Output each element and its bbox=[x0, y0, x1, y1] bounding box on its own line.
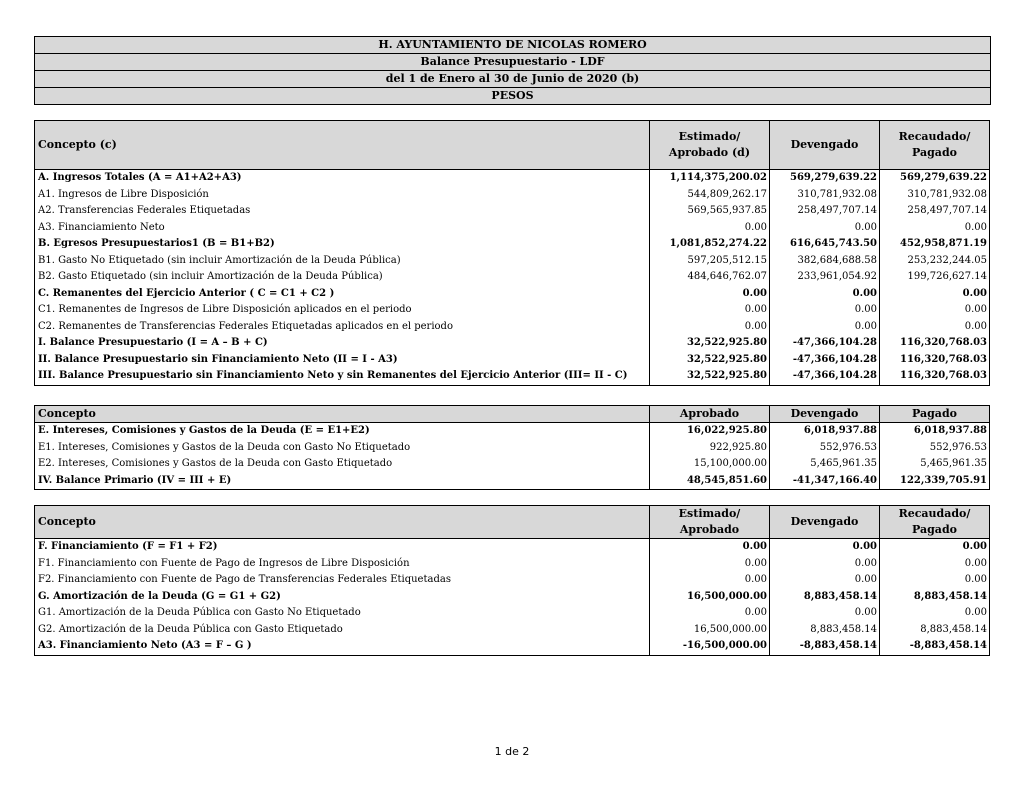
column-header-estimated: Estimado/ Aprobado bbox=[650, 506, 770, 539]
row-value-accrued: 0.00 bbox=[770, 302, 880, 319]
table-row bbox=[35, 605, 990, 622]
table-row bbox=[35, 203, 990, 220]
row-value-accrued: 0.00 bbox=[770, 556, 880, 573]
table-row bbox=[35, 187, 990, 204]
row-concept: G1. Amortización de la Deuda Pública con Gasto No Etiquetado bbox=[35, 605, 650, 622]
row-concept: A3. Financiamiento Neto bbox=[35, 220, 650, 237]
row-concept: A1. Ingresos de Libre Disposición bbox=[35, 187, 650, 204]
row-value-paid: 552,976.53 bbox=[880, 440, 990, 457]
row-value-paid: 258,497,707.14 bbox=[880, 203, 990, 220]
report-title: Balance Presupuestario - LDF bbox=[35, 54, 990, 71]
row-value-accrued: -47,366,104.28 bbox=[770, 352, 880, 369]
row-value-accrued: 616,645,743.50 bbox=[770, 236, 880, 253]
table-row bbox=[35, 368, 990, 385]
row-concept: III. Balance Presupuestario sin Financiamiento Neto y sin Remanentes del Ejercicio Anterior (III= II - C) bbox=[35, 368, 650, 385]
row-value-accrued: 5,465,961.35 bbox=[770, 456, 880, 473]
row-concept: E2. Intereses, Comisiones y Gastos de la Deuda con Gasto Etiquetado bbox=[35, 456, 650, 473]
table-row bbox=[35, 352, 990, 369]
financing-table bbox=[34, 505, 990, 656]
table-row bbox=[35, 220, 990, 237]
row-value-estimated: 32,522,925.80 bbox=[650, 352, 770, 369]
row-value-accrued: 552,976.53 bbox=[770, 440, 880, 457]
row-concept: C1. Remanentes de Ingresos de Libre Disposición aplicados en el periodo bbox=[35, 302, 650, 319]
row-value-accrued: 8,883,458.14 bbox=[770, 622, 880, 639]
row-value-accrued: 0.00 bbox=[770, 539, 880, 556]
row-value-estimated: 0.00 bbox=[650, 319, 770, 336]
table-row bbox=[35, 539, 990, 556]
row-value-paid: 116,320,768.03 bbox=[880, 335, 990, 352]
row-value-estimated: -16,500,000.00 bbox=[650, 638, 770, 655]
table-row bbox=[35, 622, 990, 639]
column-header-concept: Concepto (c) bbox=[35, 121, 650, 170]
row-concept: E. Intereses, Comisiones y Gastos de la Deuda (E = E1+E2) bbox=[35, 423, 650, 440]
row-value-paid: 116,320,768.03 bbox=[880, 368, 990, 385]
row-value-estimated: 0.00 bbox=[650, 220, 770, 237]
column-header-estimated: Estimado/ Aprobado (d) bbox=[650, 121, 770, 170]
row-value-estimated: 16,500,000.00 bbox=[650, 622, 770, 639]
table-row bbox=[35, 319, 990, 336]
page-number: 1 de 2 bbox=[494, 745, 530, 758]
row-value-paid: 452,958,871.19 bbox=[880, 236, 990, 253]
table-row bbox=[35, 572, 990, 589]
row-value-estimated: 1,081,852,274.22 bbox=[650, 236, 770, 253]
row-value-paid: 310,781,932.08 bbox=[880, 187, 990, 204]
row-value-accrued: 310,781,932.08 bbox=[770, 187, 880, 204]
table-row bbox=[35, 473, 990, 490]
row-value-estimated: 0.00 bbox=[650, 605, 770, 622]
table-row bbox=[35, 302, 990, 319]
row-value-paid: 8,883,458.14 bbox=[880, 589, 990, 606]
row-value-paid: 122,339,705.91 bbox=[880, 473, 990, 490]
row-concept: B1. Gasto No Etiquetado (sin incluir Amortización de la Deuda Pública) bbox=[35, 253, 650, 270]
column-header-paid: Pagado bbox=[880, 406, 990, 423]
row-value-paid: 8,883,458.14 bbox=[880, 622, 990, 639]
row-value-estimated: 597,205,512.15 bbox=[650, 253, 770, 270]
column-header-accrued: Devengado bbox=[770, 506, 880, 539]
row-value-paid: 116,320,768.03 bbox=[880, 352, 990, 369]
row-concept: F2. Financiamiento con Fuente de Pago de Transferencias Federales Etiquetadas bbox=[35, 572, 650, 589]
column-header-concept: Concepto bbox=[35, 406, 650, 423]
row-concept: B. Egresos Presupuestarios1 (B = B1+B2) bbox=[35, 236, 650, 253]
report-period: del 1 de Enero al 30 de Junio de 2020 (b) bbox=[35, 71, 990, 88]
table-row bbox=[35, 556, 990, 573]
table-row bbox=[35, 236, 990, 253]
row-value-accrued: 8,883,458.14 bbox=[770, 589, 880, 606]
row-value-accrued: -47,366,104.28 bbox=[770, 368, 880, 385]
row-concept: II. Balance Presupuestario sin Financiamiento Neto (II = I - A3) bbox=[35, 352, 650, 369]
row-value-estimated: 32,522,925.80 bbox=[650, 368, 770, 385]
row-concept: I. Balance Presupuestario (I = A – B + C) bbox=[35, 335, 650, 352]
report-header bbox=[34, 36, 991, 105]
row-concept: B2. Gasto Etiquetado (sin incluir Amortización de la Deuda Pública) bbox=[35, 269, 650, 286]
row-value-estimated: 1,114,375,200.02 bbox=[650, 170, 770, 187]
row-value-paid: 0.00 bbox=[880, 220, 990, 237]
row-value-estimated: 15,100,000.00 bbox=[650, 456, 770, 473]
row-concept: A2. Transferencias Federales Etiquetadas bbox=[35, 203, 650, 220]
table-row bbox=[35, 456, 990, 473]
row-concept: A3. Financiamiento Neto (A3 = F – G ) bbox=[35, 638, 650, 655]
row-value-paid: 0.00 bbox=[880, 286, 990, 303]
row-concept: C2. Remanentes de Transferencias Federales Etiquetadas aplicados en el periodo bbox=[35, 319, 650, 336]
row-value-accrued: 0.00 bbox=[770, 605, 880, 622]
row-value-paid: 0.00 bbox=[880, 319, 990, 336]
row-value-accrued: 233,961,054.92 bbox=[770, 269, 880, 286]
row-value-paid: 5,465,961.35 bbox=[880, 456, 990, 473]
row-value-paid: 0.00 bbox=[880, 572, 990, 589]
row-concept: A. Ingresos Totales (A = A1+A2+A3) bbox=[35, 170, 650, 187]
column-header-collected: Recaudado/ Pagado bbox=[880, 121, 990, 170]
row-value-paid: 199,726,627.14 bbox=[880, 269, 990, 286]
column-header-approved: Aprobado bbox=[650, 406, 770, 423]
row-value-accrued: -8,883,458.14 bbox=[770, 638, 880, 655]
row-value-accrued: 382,684,688.58 bbox=[770, 253, 880, 270]
row-value-paid: 253,232,244.05 bbox=[880, 253, 990, 270]
row-value-accrued: 569,279,639.22 bbox=[770, 170, 880, 187]
table-row bbox=[35, 335, 990, 352]
row-value-estimated: 569,565,937.85 bbox=[650, 203, 770, 220]
entity-title: H. AYUNTAMIENTO DE NICOLAS ROMERO bbox=[35, 37, 990, 54]
row-value-paid: 6,018,937.88 bbox=[880, 423, 990, 440]
row-concept: C. Remanentes del Ejercicio Anterior ( C = C1 + C2 ) bbox=[35, 286, 650, 303]
report-units: PESOS bbox=[35, 88, 990, 104]
row-value-estimated: 0.00 bbox=[650, 572, 770, 589]
row-value-estimated: 0.00 bbox=[650, 539, 770, 556]
row-value-estimated: 922,925.80 bbox=[650, 440, 770, 457]
table-row bbox=[35, 170, 990, 187]
row-concept: G2. Amortización de la Deuda Pública con Gasto Etiquetado bbox=[35, 622, 650, 639]
column-header-accrued: Devengado bbox=[770, 121, 880, 170]
row-value-estimated: 32,522,925.80 bbox=[650, 335, 770, 352]
budget-balance-table bbox=[34, 120, 990, 386]
row-value-accrued: -41,347,166.40 bbox=[770, 473, 880, 490]
column-header-accrued: Devengado bbox=[770, 406, 880, 423]
row-value-estimated: 0.00 bbox=[650, 286, 770, 303]
row-value-estimated: 544,809,262.17 bbox=[650, 187, 770, 204]
table-row bbox=[35, 423, 990, 440]
row-value-paid: 0.00 bbox=[880, 605, 990, 622]
row-value-accrued: 0.00 bbox=[770, 286, 880, 303]
row-value-estimated: 16,500,000.00 bbox=[650, 589, 770, 606]
table-row bbox=[35, 638, 990, 655]
row-concept: G. Amortización de la Deuda (G = G1 + G2) bbox=[35, 589, 650, 606]
table-row bbox=[35, 589, 990, 606]
row-value-accrued: 258,497,707.14 bbox=[770, 203, 880, 220]
row-value-estimated: 48,545,851.60 bbox=[650, 473, 770, 490]
row-concept: IV. Balance Primario (IV = III + E) bbox=[35, 473, 650, 490]
debt-interest-table bbox=[34, 405, 990, 490]
row-value-paid: -8,883,458.14 bbox=[880, 638, 990, 655]
row-value-accrued: 6,018,937.88 bbox=[770, 423, 880, 440]
row-value-paid: 0.00 bbox=[880, 539, 990, 556]
row-value-estimated: 484,646,762.07 bbox=[650, 269, 770, 286]
row-value-estimated: 16,022,925.80 bbox=[650, 423, 770, 440]
row-value-accrued: 0.00 bbox=[770, 319, 880, 336]
column-header-collected: Recaudado/ Pagado bbox=[880, 506, 990, 539]
table-row bbox=[35, 286, 990, 303]
table-row bbox=[35, 269, 990, 286]
row-value-accrued: -47,366,104.28 bbox=[770, 335, 880, 352]
row-value-accrued: 0.00 bbox=[770, 572, 880, 589]
row-value-estimated: 0.00 bbox=[650, 302, 770, 319]
row-concept: F. Financiamiento (F = F1 + F2) bbox=[35, 539, 650, 556]
table-row bbox=[35, 253, 990, 270]
row-value-estimated: 0.00 bbox=[650, 556, 770, 573]
row-value-paid: 0.00 bbox=[880, 556, 990, 573]
row-value-paid: 0.00 bbox=[880, 302, 990, 319]
row-concept: F1. Financiamiento con Fuente de Pago de Ingresos de Libre Disposición bbox=[35, 556, 650, 573]
row-concept: E1. Intereses, Comisiones y Gastos de la Deuda con Gasto No Etiquetado bbox=[35, 440, 650, 457]
row-value-paid: 569,279,639.22 bbox=[880, 170, 990, 187]
row-value-accrued: 0.00 bbox=[770, 220, 880, 237]
column-header-concept: Concepto bbox=[35, 506, 650, 539]
table-row bbox=[35, 440, 990, 457]
